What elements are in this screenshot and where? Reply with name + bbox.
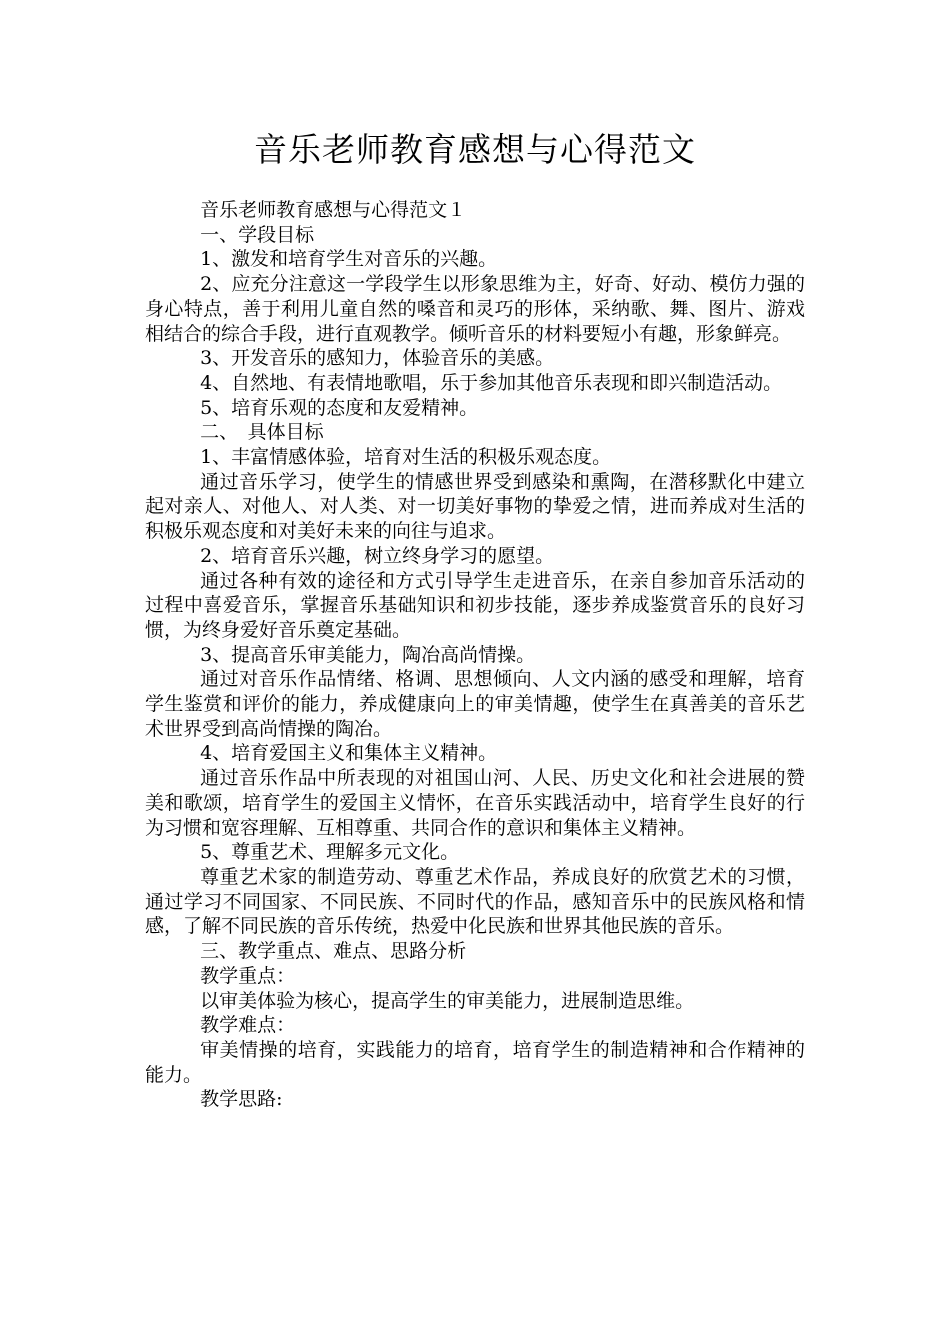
paragraph-patriotism: 通过音乐作品中所表现的对祖国山河、人民、历史文化和社会进展的赞美和歌颂，培育学生的爱国主义情怀，在音乐实践活动中，培育学生良好的行为习惯和宽容理解、互相尊重、共同合作的意识和集体主义精神。 — [145, 767, 805, 839]
list-item-goal-3: 3、开发音乐的感知力，体验音乐的美感。 — [200, 347, 555, 370]
subheading-interest: 2、培育音乐兴趣，树立终身学习的愿望。 — [200, 544, 555, 567]
label-key-points: 教学重点： — [200, 964, 296, 987]
label-difficulties: 教学难点： — [200, 1014, 296, 1037]
section-heading-article-1: 音乐老师教育感想与心得范文１ — [200, 199, 467, 221]
list-item-goal-5: 5、培育乐观的态度和友爱精神。 — [200, 396, 479, 419]
subheading-aesthetic: 3、提高音乐审美能力，陶冶高尚情操。 — [200, 643, 536, 666]
paragraph-emotion: 通过音乐学习，使学生的情感世界受到感染和熏陶，在潜移默化中建立起对亲人、对他人、对人类、对一切美好事物的挚爱之情，进而养成对生活的积极乐观态度和对美好未来的向往与追求。 — [145, 470, 805, 543]
list-item-goal-2: 2、应充分注意这一学段学生以形象思维为主，好奇、好动、模仿力强的身心特点，善于利用儿童自然的嗓音和灵巧的形体，采纳歌、舞、图片、游戏相结合的综合手段，进行直观教学。倾听音乐的材料要短小有趣，形象鲜亮。 — [145, 273, 805, 345]
paragraph-interest: 通过各种有效的途径和方式引导学生走进音乐，在亲自参加音乐活动的过程中喜爱音乐，掌握音乐基础知识和初步技能，逐步养成鉴赏音乐的良好习惯，为终身爱好音乐奠定基础。 — [145, 569, 805, 641]
section-heading-analysis: 三、教学重点、难点、思路分析 — [200, 940, 467, 963]
paragraph-aesthetic: 通过对音乐作品情绪、格调、思想倾向、人文内涵的感受和理解，培育学生鉴赏和评价的能力，养成健康向上的审美情趣，使学生在真善美的音乐艺术世界受到高尚情操的陶冶。 — [145, 668, 805, 740]
label-teaching-approach: 教学思路: — [200, 1088, 283, 1111]
subheading-emotion: 1、丰富情感体验，培育对生活的积极乐观态度。 — [200, 446, 612, 469]
paragraph-difficulties: 审美情操的培育，实践能力的培育，培育学生的制造精神和合作精神的能力。 — [145, 1038, 805, 1086]
list-item-goal-4: 4、自然地、有表情地歌唱，乐于参加其他音乐表现和即兴制造活动。 — [200, 371, 783, 394]
document-title: 音乐老师教育感想与心得范文 — [254, 130, 696, 169]
list-item-goal-1: 1、激发和培育学生对音乐的兴趣。 — [200, 248, 498, 271]
paragraph-culture: 尊重艺术家的制造劳动、尊重艺术作品，养成良好的欣赏艺术的习惯，通过学习不同国家、不同民族、不同时代的作品，感知音乐中的民族风格和情感，了解不同民族的音乐传统，热爱中化民族和世界其他民族的音乐。 — [145, 865, 805, 938]
subheading-patriotism: 4、培育爱国主义和集体主义精神。 — [200, 742, 498, 765]
paragraph-key-points: 以审美体验为核心，提高学生的审美能力，进展制造思维。 — [200, 989, 695, 1012]
document-body — [145, 198, 805, 1112]
subheading-culture: 5、尊重艺术、理解多元文化。 — [200, 841, 460, 864]
section-heading-specific-goals: 二、 具体目标 — [200, 421, 324, 444]
section-heading-stage-goals: 一、学段目标 — [200, 223, 315, 246]
